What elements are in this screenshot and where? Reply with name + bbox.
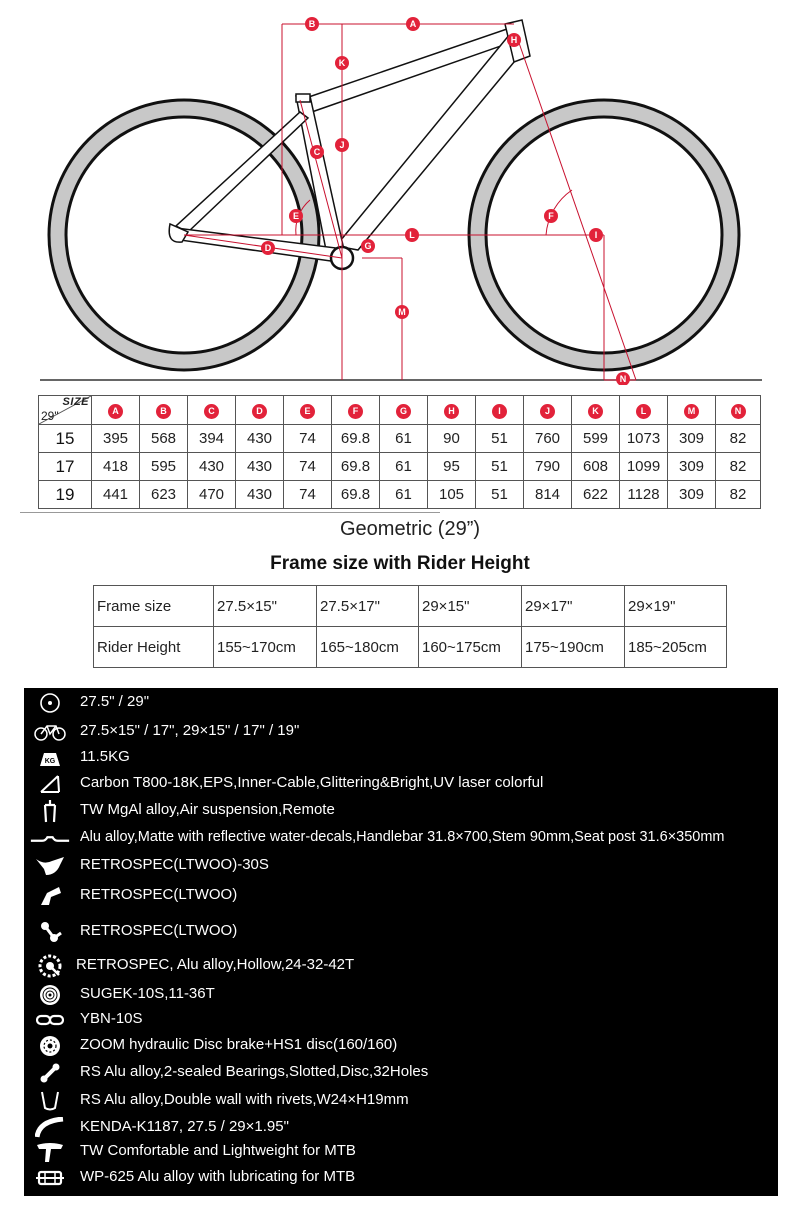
spec-row (24, 1139, 778, 1165)
label-N (616, 372, 630, 385)
spec-row (24, 982, 778, 1008)
rim-icon (30, 1088, 70, 1114)
geometry-value-cell: 623 (140, 481, 188, 509)
spec-row (24, 883, 778, 909)
geometry-value-cell: 309 (668, 453, 716, 481)
geometry-value-cell: 69.8 (332, 425, 380, 453)
geometry-value-cell: 309 (668, 425, 716, 453)
geometry-value-cell: 74 (284, 453, 332, 481)
disc-brake-icon (30, 1033, 70, 1059)
spec-row (24, 853, 778, 879)
col-A: A (92, 396, 140, 425)
rider-height-label: Rider Height (94, 627, 214, 668)
cassette-icon (30, 982, 70, 1008)
label-G (361, 239, 375, 253)
spec-text: 27.5" / 29" (80, 693, 150, 710)
frame-size-row (94, 586, 727, 627)
spec-text: RS Alu alloy,2-sealed Bearings,Slotted,Disc,32Holes (80, 1063, 429, 1080)
frame-size-cell: 29×19" (625, 586, 727, 627)
spec-row (24, 798, 778, 824)
rear-derailleur-icon (30, 919, 70, 945)
spec-row (24, 953, 778, 979)
geometry-value-cell: 608 (572, 453, 620, 481)
svg-text:H: H (510, 35, 518, 45)
rider-height-row (94, 627, 727, 668)
col-K: K (572, 396, 620, 425)
rider-height-cell: 155~170cm (214, 627, 317, 668)
spec-text: TW MgAl alloy,Air suspension,Remote (80, 801, 335, 818)
geometry-value-cell: 622 (572, 481, 620, 509)
geometry-value-cell: 51 (476, 481, 524, 509)
bike-icon (30, 719, 70, 745)
label-D (261, 241, 275, 255)
svg-text:I: I (594, 230, 598, 240)
geometry-value-cell: 61 (380, 481, 428, 509)
spec-row (24, 719, 778, 745)
spec-row (24, 745, 778, 771)
spec-text: RETROSPEC, Alu alloy,Hollow,24-32-42T (76, 956, 355, 973)
label-J (335, 138, 349, 152)
spec-row (24, 1088, 778, 1114)
spec-text: RETROSPEC(LTWOO)-30S (80, 856, 269, 873)
svg-text:F: F (548, 211, 554, 221)
geometry-value-cell: 95 (428, 453, 476, 481)
col-E: E (284, 396, 332, 425)
label-I (589, 228, 603, 242)
geometry-value-cell: 470 (188, 481, 236, 509)
label-M (395, 305, 409, 319)
svg-text:J: J (339, 140, 345, 150)
geometry-value-cell: 69.8 (332, 453, 380, 481)
spec-text: SUGEK-10S,11-36T (80, 985, 215, 1002)
geometry-value-cell: 441 (92, 481, 140, 509)
col-B: B (140, 396, 188, 425)
geometry-value-cell: 430 (188, 453, 236, 481)
spec-text: ZOOM hydraulic Disc brake+HS1 disc(160/160) (80, 1036, 398, 1053)
col-I: I (476, 396, 524, 425)
geometry-row (39, 481, 761, 509)
svg-text:E: E (292, 211, 300, 221)
wheel-size-icon (30, 690, 70, 716)
geometry-value-cell: 61 (380, 425, 428, 453)
geometry-value-cell: 568 (140, 425, 188, 453)
label-B (305, 17, 319, 31)
rider-height-cell: 165~180cm (317, 627, 419, 668)
shifter-icon (30, 853, 70, 879)
svg-text:D: D (264, 243, 272, 253)
saddle-icon (30, 1139, 70, 1165)
geometry-value-cell: 74 (284, 481, 332, 509)
spec-row (24, 1033, 778, 1059)
spec-text: 27.5×15" / 17", 29×15" / 17" / 19" (80, 722, 300, 739)
svg-text:K: K (338, 58, 346, 68)
spec-text: TW Comfortable and Lightweight for MTB (80, 1142, 356, 1159)
col-H: H (428, 396, 476, 425)
col-M: M (668, 396, 716, 425)
rider-height-cell: 185~205cm (625, 627, 727, 668)
spec-text: KENDA-K1187, 27.5 / 29×1.95" (80, 1118, 289, 1135)
size-cell: 15 (39, 425, 92, 453)
svg-text:C: C (313, 147, 321, 157)
geometry-table (38, 395, 761, 509)
pedal-icon (30, 1165, 70, 1191)
geometry-value-cell: 105 (428, 481, 476, 509)
frame-icon (30, 771, 70, 797)
weight-icon (30, 745, 70, 771)
label-C (310, 145, 324, 159)
label-F (544, 209, 558, 223)
geometry-value-cell: 430 (236, 481, 284, 509)
spec-row (24, 1115, 778, 1141)
spec-text: YBN-10S (80, 1010, 143, 1027)
fork-icon (30, 798, 70, 824)
frame-size-cell: 29×17" (522, 586, 625, 627)
label-A (406, 17, 420, 31)
spec-text: RETROSPEC(LTWOO) (80, 922, 238, 939)
rider-height-title: Frame size with Rider Height (270, 553, 530, 574)
svg-text:N: N (619, 374, 627, 384)
col-G: G (380, 396, 428, 425)
geometry-value-cell: 309 (668, 481, 716, 509)
spec-text: WP-625 Alu alloy with lubricating for MTB (80, 1168, 356, 1185)
geometry-value-cell: 395 (92, 425, 140, 453)
tire-icon (30, 1115, 70, 1141)
geometry-value-cell: 51 (476, 425, 524, 453)
size-header-cell (39, 396, 92, 425)
handlebar-icon (30, 826, 70, 852)
wheel-size-label: 29" (41, 409, 59, 423)
geometry-value-cell: 61 (380, 453, 428, 481)
spec-row (24, 919, 778, 945)
geometry-value-cell: 51 (476, 453, 524, 481)
geometry-value-cell: 82 (716, 481, 761, 509)
geometry-value-cell: 74 (284, 425, 332, 453)
label-E (289, 209, 303, 223)
spec-row (24, 771, 778, 797)
spec-text: RETROSPEC(LTWOO) (80, 886, 238, 903)
geometry-value-cell: 1099 (620, 453, 668, 481)
label-H (507, 33, 521, 47)
svg-text:B: B (308, 19, 316, 29)
label-L (405, 228, 419, 242)
geometry-value-cell: 430 (236, 425, 284, 453)
chain-icon (30, 1007, 70, 1033)
geometry-value-cell: 1073 (620, 425, 668, 453)
geometry-value-cell: 90 (428, 425, 476, 453)
geometry-value-cell: 69.8 (332, 481, 380, 509)
size-label: SIZE (62, 396, 89, 408)
geometry-body (39, 425, 761, 509)
svg-text:G: G (364, 241, 372, 251)
frame-size-cell: 27.5×17" (317, 586, 419, 627)
frame-size-cell: 29×15" (419, 586, 522, 627)
col-D: D (236, 396, 284, 425)
spec-text: Alu alloy,Matte with reflective water-decals,Handlebar 31.8×700,Stem 90mm,Seat post 31.6×350mm (80, 829, 725, 845)
col-F: F (332, 396, 380, 425)
svg-text:A: A (409, 19, 417, 29)
rider-height-table (93, 585, 727, 668)
geometry-value-cell: 430 (236, 453, 284, 481)
rider-height-cell: 160~175cm (419, 627, 522, 668)
geometry-row (39, 425, 761, 453)
geometry-value-cell: 394 (188, 425, 236, 453)
geometry-diagram (0, 0, 800, 385)
spec-panel (24, 688, 778, 1196)
frame-size-label: Frame size (94, 586, 214, 627)
size-cell: 17 (39, 453, 92, 481)
geometry-caption: Geometric (29”) (339, 518, 481, 540)
geometry-value-cell: 418 (92, 453, 140, 481)
spec-row (24, 1165, 778, 1191)
spec-row (24, 1060, 778, 1086)
col-C: C (188, 396, 236, 425)
spec-text: RS Alu alloy,Double wall with rivets,W24×H19mm (80, 1091, 409, 1108)
spec-text: 11.5KG (80, 748, 130, 765)
front-derailleur-icon (30, 883, 70, 909)
spec-row (24, 1007, 778, 1033)
geometry-value-cell: 814 (524, 481, 572, 509)
geometry-header-row (39, 396, 761, 425)
geometry-value-cell: 790 (524, 453, 572, 481)
spec-text: Carbon T800-18K,EPS,Inner-Cable,Glittering&Bright,UV laser colorful (80, 774, 544, 791)
svg-text:KG: KG (44, 758, 56, 765)
geometry-value-cell: 599 (572, 425, 620, 453)
svg-text:M: M (398, 307, 406, 317)
size-cell: 19 (39, 481, 92, 509)
rider-height-cell: 175~190cm (522, 627, 625, 668)
crankset-icon (30, 953, 70, 979)
label-K (335, 56, 349, 70)
geometry-value-cell: 82 (716, 425, 761, 453)
spec-row (24, 690, 778, 716)
svg-text:L: L (409, 230, 415, 240)
hub-icon (30, 1060, 70, 1086)
spec-row (24, 826, 778, 852)
geometry-value-cell: 82 (716, 453, 761, 481)
geometry-value-cell: 595 (140, 453, 188, 481)
col-L: L (620, 396, 668, 425)
frame-size-cell: 27.5×15" (214, 586, 317, 627)
col-N: N (716, 396, 761, 425)
geometry-value-cell: 760 (524, 425, 572, 453)
table-underline (20, 512, 440, 513)
col-J: J (524, 396, 572, 425)
geometry-row (39, 453, 761, 481)
geometry-value-cell: 1128 (620, 481, 668, 509)
